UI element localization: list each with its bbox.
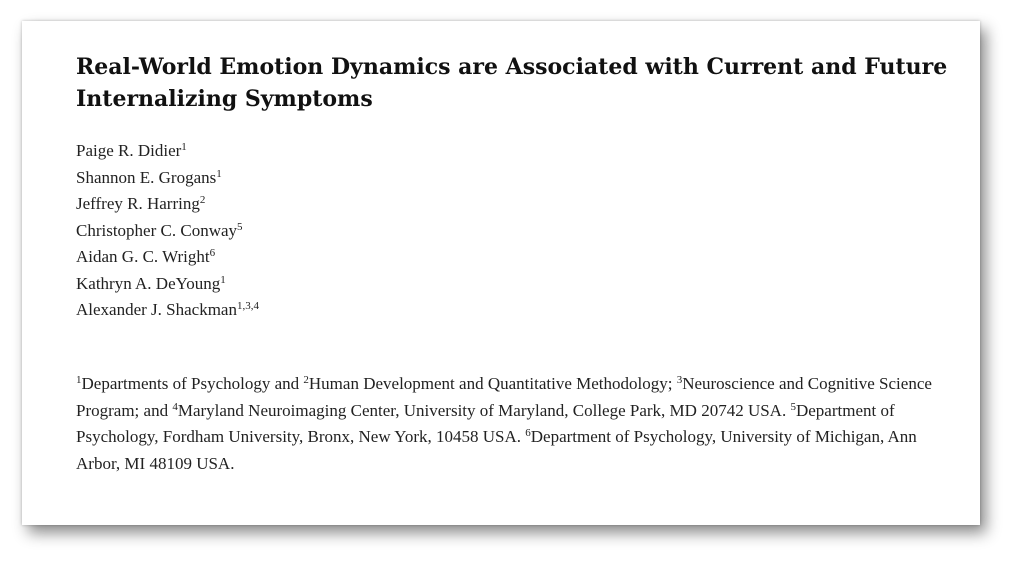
author-affiliation-marker: 5 xyxy=(237,220,243,233)
affiliation-text: Maryland Neuroimaging Center, University of Maryland, College Park, MD 20742 USA. xyxy=(177,400,791,420)
affiliation-marker: 5 xyxy=(790,400,796,413)
author-name: Aidan G. C. Wright xyxy=(76,247,210,266)
author-name: Shannon E. Grogans xyxy=(76,167,217,187)
author-list xyxy=(76,138,259,324)
affiliation-text: Neuroscience and Cognitive Science Program; and xyxy=(76,374,932,420)
affiliation-text: Departments of Psychology and xyxy=(81,374,304,393)
affiliation-marker: 6 xyxy=(525,427,531,439)
author xyxy=(76,244,259,271)
affiliation-text: Human Development and Quantitative Methodology; xyxy=(308,374,677,393)
author xyxy=(76,165,259,192)
author-name: Alexander J. Shackman xyxy=(76,300,237,319)
affiliation-text: Department of Psychology, University of Michigan, Ann Arbor, MI 48109 USA. xyxy=(76,427,917,473)
affiliation-marker: 4 xyxy=(172,400,178,413)
author xyxy=(76,271,259,298)
author xyxy=(76,297,259,324)
author-affiliation-marker: 2 xyxy=(199,194,206,206)
paper-page xyxy=(22,21,980,525)
author-affiliation-marker: 1 xyxy=(216,167,222,180)
author xyxy=(76,138,259,165)
author-name: Christopher C. Conway xyxy=(76,220,238,240)
author xyxy=(76,191,259,218)
affiliation-text: Department of Psychology, Fordham University, Bronx, New York, 10458 USA. xyxy=(76,400,895,446)
author-affiliation-marker: 6 xyxy=(209,247,216,259)
author-name: Paige R. Didier xyxy=(76,141,182,160)
author-affiliation-marker: 1 xyxy=(181,141,187,153)
author-affiliation-marker: 1,3,4 xyxy=(236,300,259,312)
author-name: Kathryn A. DeYoung xyxy=(76,273,221,293)
affiliation-marker: 1 xyxy=(76,374,82,386)
paper-title: Real-World Emotion Dynamics are Associated with Current and Future Internalizing Symptoms xyxy=(76,54,948,112)
author-affiliation-marker: 1 xyxy=(220,273,226,286)
author-name: Jeffrey R. Harring xyxy=(76,194,200,213)
author xyxy=(76,218,259,245)
affiliation-marker: 2 xyxy=(303,374,309,386)
affiliations-paragraph xyxy=(76,371,961,477)
affiliation-marker: 3 xyxy=(676,374,683,386)
